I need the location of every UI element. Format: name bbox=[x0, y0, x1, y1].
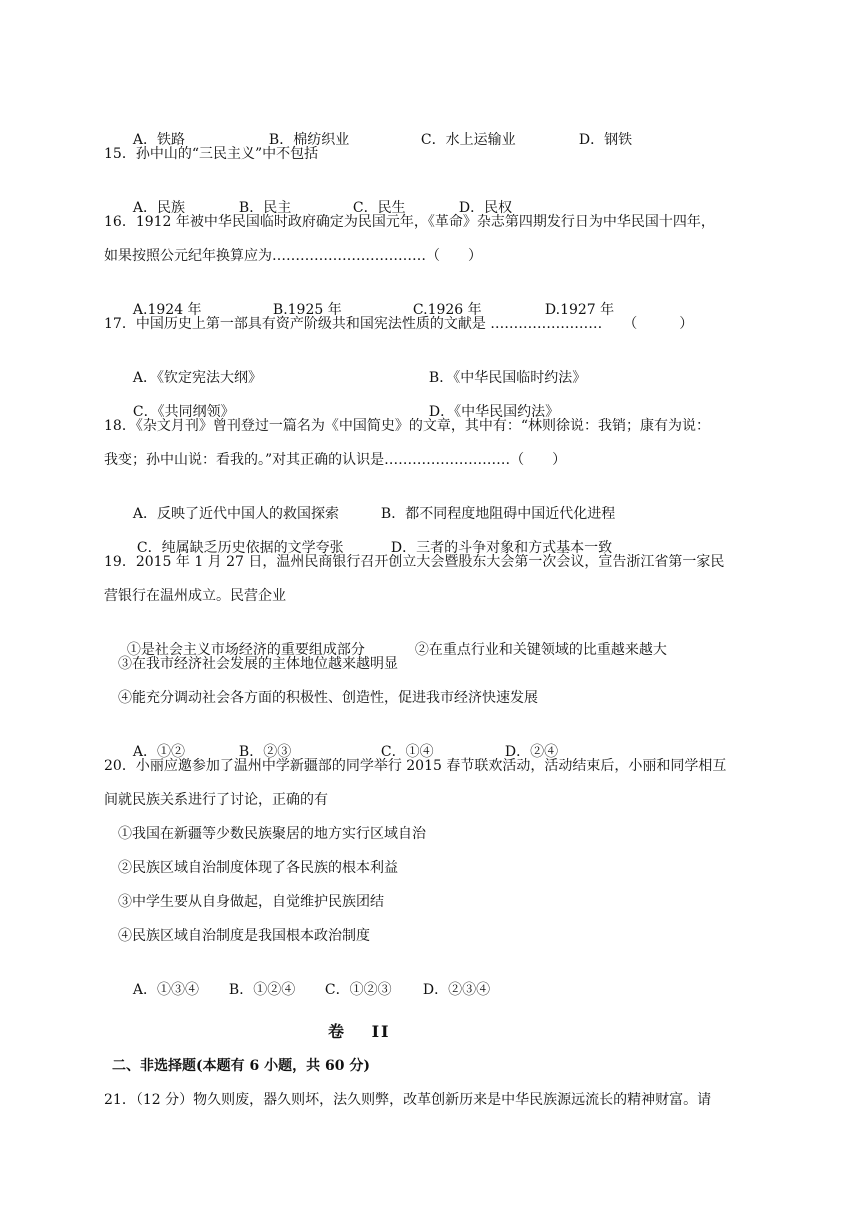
q18-option-c: C．纯属缺乏历史依据的文学夸张 bbox=[136, 540, 344, 556]
q19-item-1: ①是社会主义市场经济的重要组成部分 bbox=[126, 642, 365, 658]
q18-option-b: B．都不同程度地阻碍中国近代化进程 bbox=[380, 506, 616, 522]
q16-option-a: A.1924 年 bbox=[132, 302, 202, 318]
q19-stem-line2: 营银行在温州成立。民营企业 bbox=[104, 588, 286, 604]
q20-option-b: B．①②④ bbox=[228, 982, 296, 998]
q19-item-4: ④能充分调动社会各方面的积极性、创造性，促进我市经济快速发展 bbox=[118, 690, 538, 706]
q15-option-d: D．民权 bbox=[458, 200, 513, 216]
q17-option-b: B．《中华民国临时约法》 bbox=[428, 370, 587, 386]
q19-option-b: B．②③ bbox=[238, 744, 292, 760]
q19-option-d: D．②④ bbox=[504, 744, 559, 760]
q17-option-c: C．《共同纲领》 bbox=[132, 404, 235, 420]
q20-option-d: D．②③④ bbox=[422, 982, 491, 998]
q20-item-3: ③中学生要从自身做起，自觉维护民族团结 bbox=[118, 894, 384, 910]
q14-option-d: D．钢铁 bbox=[578, 132, 633, 148]
q16-stem-line2: 如果按照公元纪年换算应为……………………………（ ） bbox=[104, 248, 482, 264]
q14-option-a: A．铁路 bbox=[132, 132, 186, 148]
q21-stem-line1: 21．（12 分）物久则废，器久则坏，法久则弊，改革创新历来是中华民族源远流长的精神财富。请 bbox=[104, 1092, 712, 1108]
q20-item-1: ①我国在新疆等少数民族聚居的地方实行区域自治 bbox=[118, 826, 426, 842]
volume-title: 卷 II bbox=[328, 1022, 391, 1041]
q20-stem-line2: 间就民族关系进行了讨论，正确的有 bbox=[104, 792, 328, 808]
q17-stem: 17．中国历史上第一部具有资产阶级共和国宪法性质的文献是 …………………… （ ） bbox=[104, 316, 694, 332]
q19-item-2: ②在重点行业和关键领域的比重越来越大 bbox=[414, 642, 667, 658]
q18-stem-line1: 18．《杂文月刊》曾刊登过一篇名为《中国简史》的文章，其中有：“林则徐说：我销；康有为说： bbox=[104, 418, 710, 434]
q19-option-c: C．①④ bbox=[380, 744, 434, 760]
q18-stem-line2: 我变；孙中山说：看我的。”对其正确的认识是………………………（ ） bbox=[104, 452, 567, 468]
q18-option-d: D．三者的斗争对象和方式基本一致 bbox=[390, 540, 613, 556]
q16-option-c: C.1926 年 bbox=[412, 302, 482, 318]
q15-option-c: C．民生 bbox=[352, 200, 406, 216]
q17-option-d: D．《中华民国约法》 bbox=[428, 404, 560, 420]
q16-option-d: D.1927 年 bbox=[544, 302, 615, 318]
q20-item-2: ②民族区域自治制度体现了各民族的根本利益 bbox=[118, 860, 398, 876]
q16-option-b: B.1925 年 bbox=[272, 302, 342, 318]
q15-stem: 15．孙中山的“三民主义”中不包括 bbox=[104, 146, 319, 162]
q20-options bbox=[124, 960, 490, 1000]
q15-option-a: A．民族 bbox=[132, 200, 186, 216]
q18-option-a: A．反映了近代中国人的救国探索 bbox=[132, 506, 340, 522]
q20-option-c: C．①②③ bbox=[324, 982, 392, 998]
q14-option-b: B．棉纺织业 bbox=[268, 132, 350, 148]
q17-option-a: A．《钦定宪法大纲》 bbox=[132, 370, 263, 386]
q20-item-4: ④民族区域自治制度是我国根本政治制度 bbox=[118, 928, 370, 944]
section-heading: 二、非选择题(本题有 6 小题，共 60 分) bbox=[112, 1058, 370, 1074]
q20-stem-line1: 20．小丽应邀参加了温州中学新疆部的同学举行 2015 春节联欢活动，活动结束后，小丽和同学相互 bbox=[104, 758, 727, 774]
q14-option-c: C．水上运输业 bbox=[420, 132, 516, 148]
q15-option-b: B．民主 bbox=[238, 200, 292, 216]
q19-stem-line1: 19．2015 年 1 月 27 日，温州民商银行召开创立大会暨股东大会第一次会议，宣告浙江省第一家民 bbox=[104, 554, 725, 570]
q16-stem-line1: 16．1912 年被中华民国临时政府确定为民国元年，《革命》杂志第四期发行日为中华民国十四年， bbox=[104, 214, 715, 230]
q19-option-a: A．①② bbox=[132, 744, 186, 760]
q19-item-3: ③在我市经济社会发展的主体地位越来越明显 bbox=[118, 656, 398, 672]
q20-option-a: A．①③④ bbox=[132, 982, 200, 998]
